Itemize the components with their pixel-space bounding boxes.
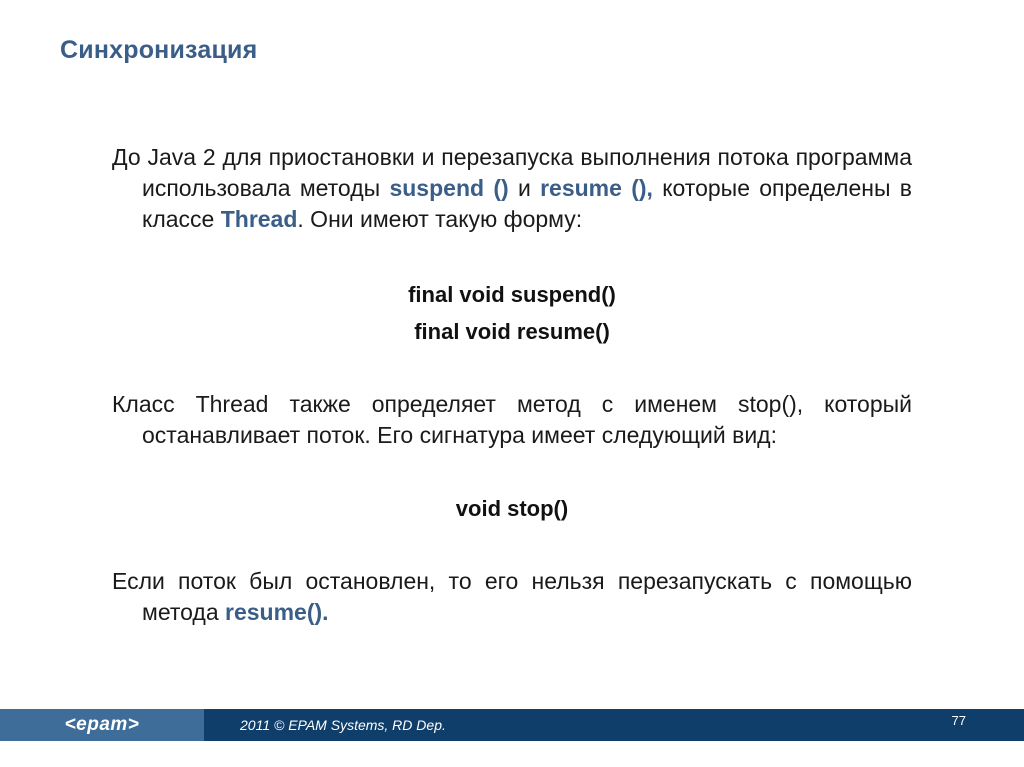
paragraph-suspend-resume bbox=[112, 142, 912, 235]
keyword-resume: resume (), bbox=[540, 175, 653, 201]
paragraph-text: которые определены в классе bbox=[142, 175, 912, 232]
paragraph-text: До Java 2 для приостановки и перезапуска выполнения потока программа использовала методы bbox=[112, 144, 912, 201]
paragraph-text: и bbox=[508, 175, 541, 201]
keyword-suspend: suspend () bbox=[389, 175, 509, 201]
code-stop-signature: void stop() bbox=[455, 496, 569, 521]
keyword-resume-method: resume(). bbox=[225, 599, 329, 625]
keyword-thread: Thread bbox=[220, 206, 298, 232]
epam-logo: <epam> bbox=[64, 714, 140, 735]
paragraph-restart bbox=[112, 566, 912, 628]
slide-content bbox=[112, 142, 912, 628]
code-resume-signature: final void resume() bbox=[414, 319, 610, 344]
slide-title: Синхронизация bbox=[60, 36, 258, 64]
footer-logo-box bbox=[0, 709, 204, 741]
paragraph-stop: Класс Thread также определяет метод с именем stop(), который останавливает поток. Его сигнатура имеет следующий вид: bbox=[112, 391, 912, 448]
footer-copyright: 2011 © EPAM Systems, RD Dep. bbox=[240, 717, 446, 733]
paragraph-text: . Они имеют такую форму: bbox=[297, 206, 583, 232]
paragraph-text: Если поток был остановлен, то его нельзя перезапускать с помощью метода bbox=[112, 568, 912, 625]
footer-bar bbox=[0, 709, 1024, 741]
code-suspend-signature: final void suspend() bbox=[408, 282, 616, 307]
page-number: 77 bbox=[951, 713, 966, 728]
